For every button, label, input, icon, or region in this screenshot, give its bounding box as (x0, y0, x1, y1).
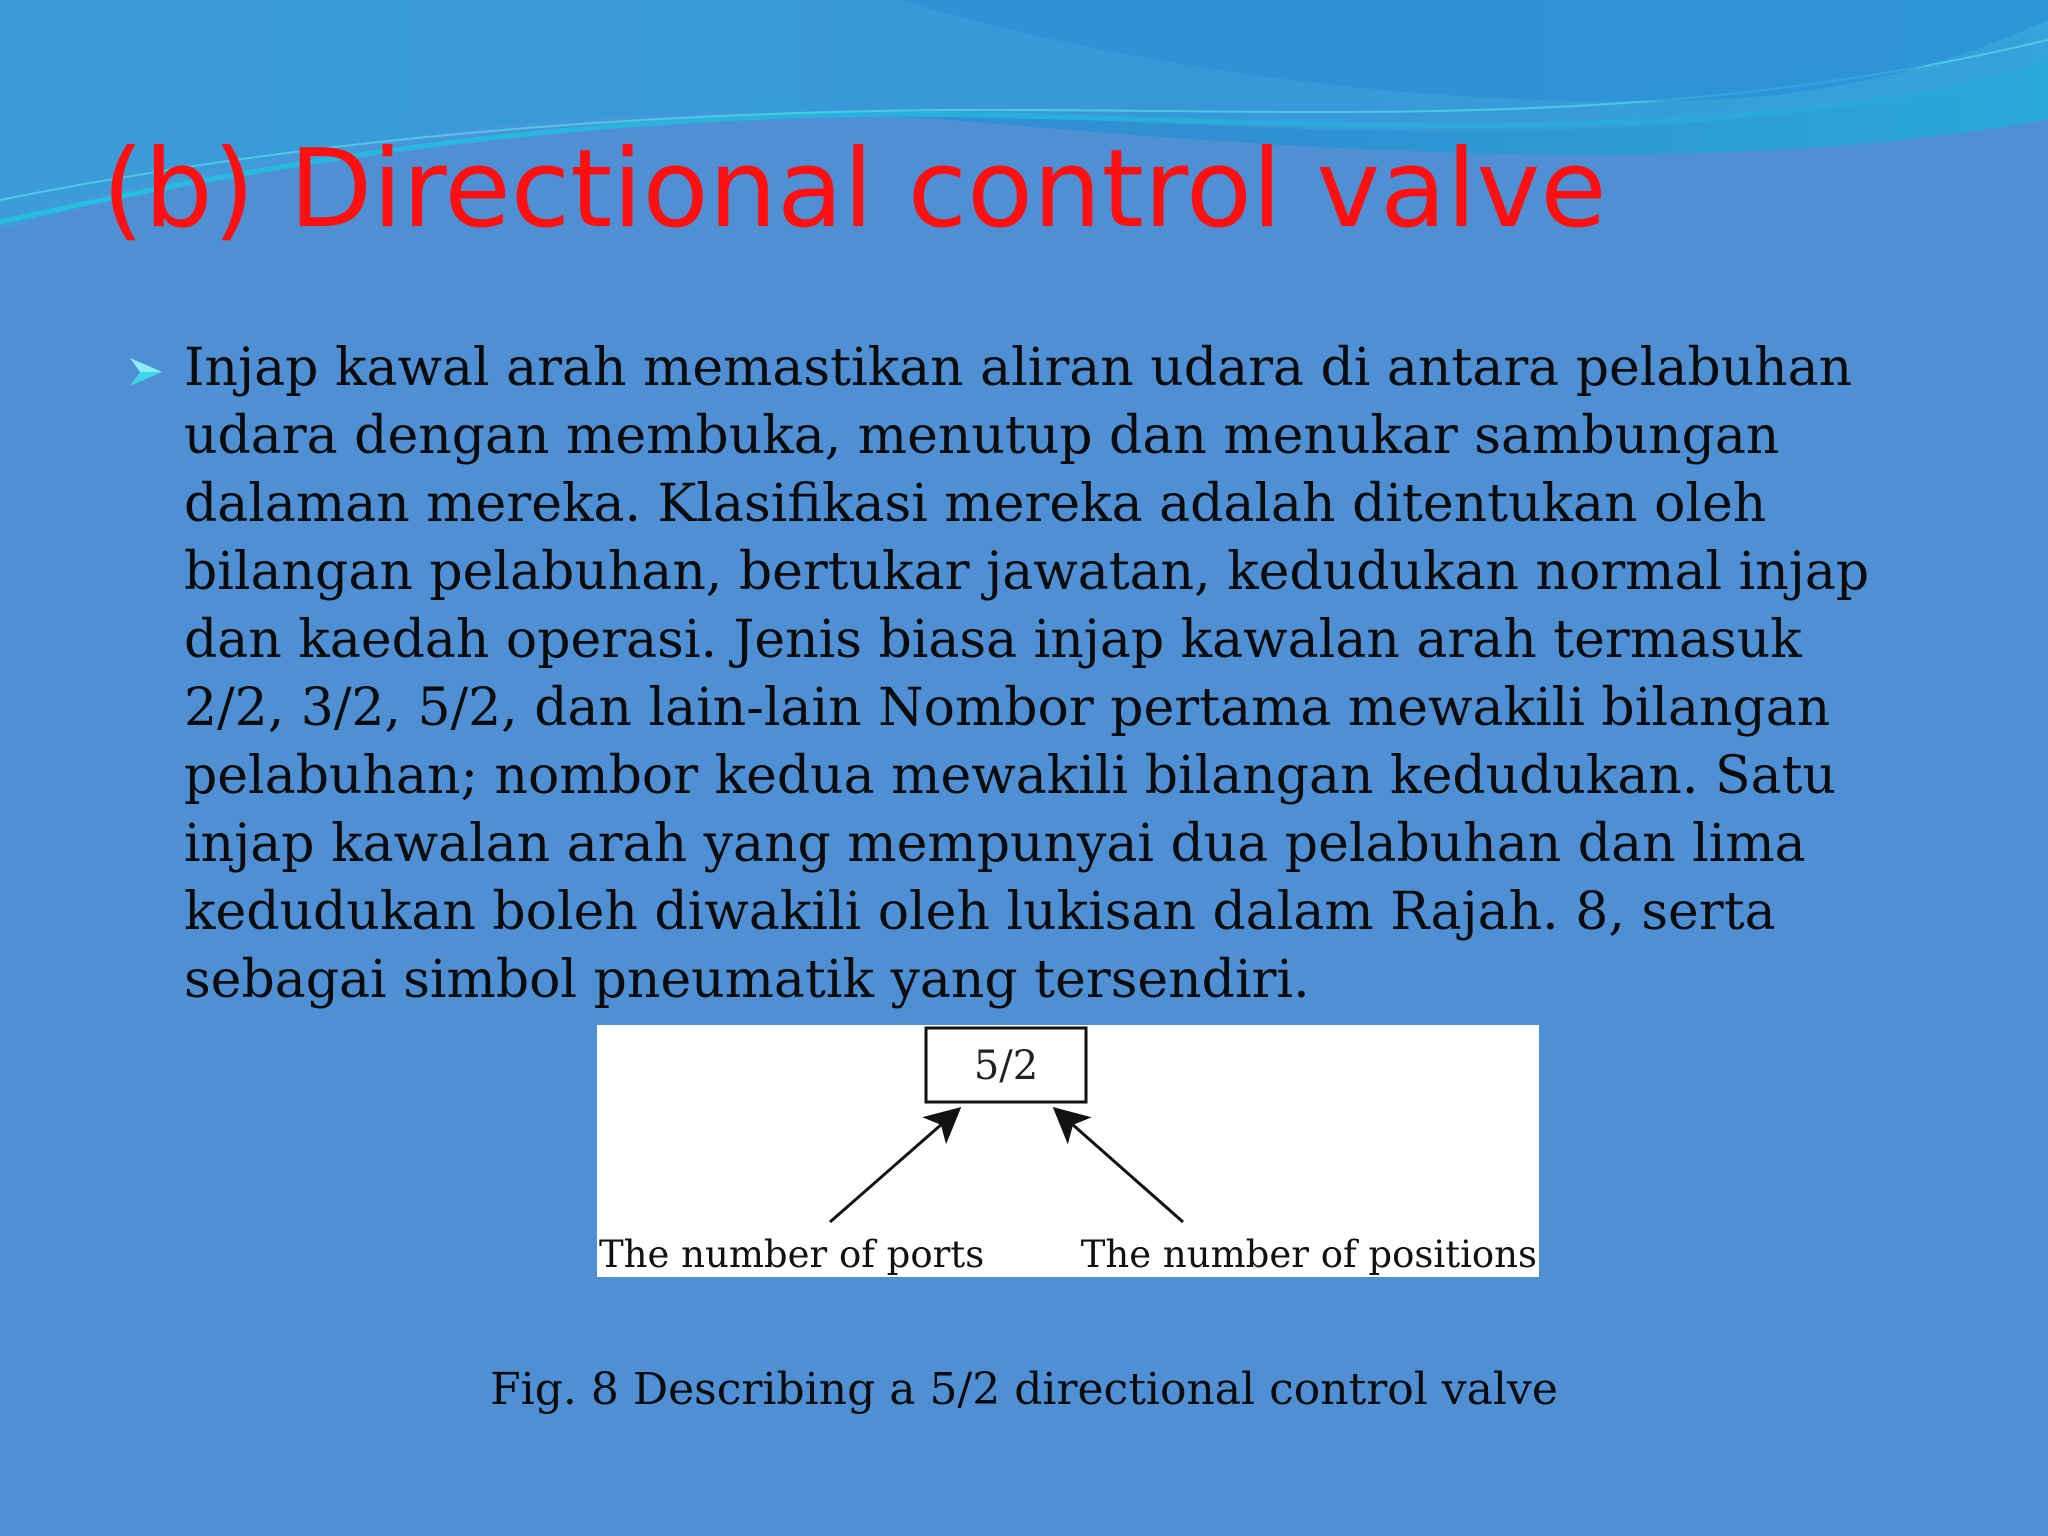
slide-title: (b) Directional control valve (102, 127, 1607, 252)
positions-arrow (1055, 1109, 1183, 1222)
bullet-text: Injap kawal arah memastikan aliran udara di antara pelabuhan udara dengan membuka, menutup dan menukar sambungan dalaman mereka. Klasifikasi mereka adalah ditentukan oleh bilangan pelabuhan, bertukar jawatan, kedudukan normal injap dan kaedah operasi. Jenis biasa injap kawalan arah termasuk 2/2, 3/2, 5/2, dan lain-lain Nombor pertama mewakili bilangan pelabuhan; nombor kedua mewakili bilangan kedudukan. Satu injap kawalan arah yang mempunyai dua pelabuhan dan lima kedudukan boleh diwakili oleh lukisan dalam Rajah. 8, serta sebagai simbol pneumatik yang tersendiri. (184, 338, 1870, 1010)
valve-figure (597, 1025, 1539, 1277)
positions-label: The number of positions (1080, 1233, 1537, 1276)
arrowhead-bullet-icon (128, 354, 164, 390)
valve-code-label: 5/2 (973, 1043, 1039, 1089)
ports-label: The number of ports (599, 1233, 985, 1276)
figure-caption: Fig. 8 Describing a 5/2 directional control valve (490, 1364, 1558, 1415)
valve-diagram (597, 1025, 1539, 1277)
ports-arrow (830, 1109, 959, 1222)
